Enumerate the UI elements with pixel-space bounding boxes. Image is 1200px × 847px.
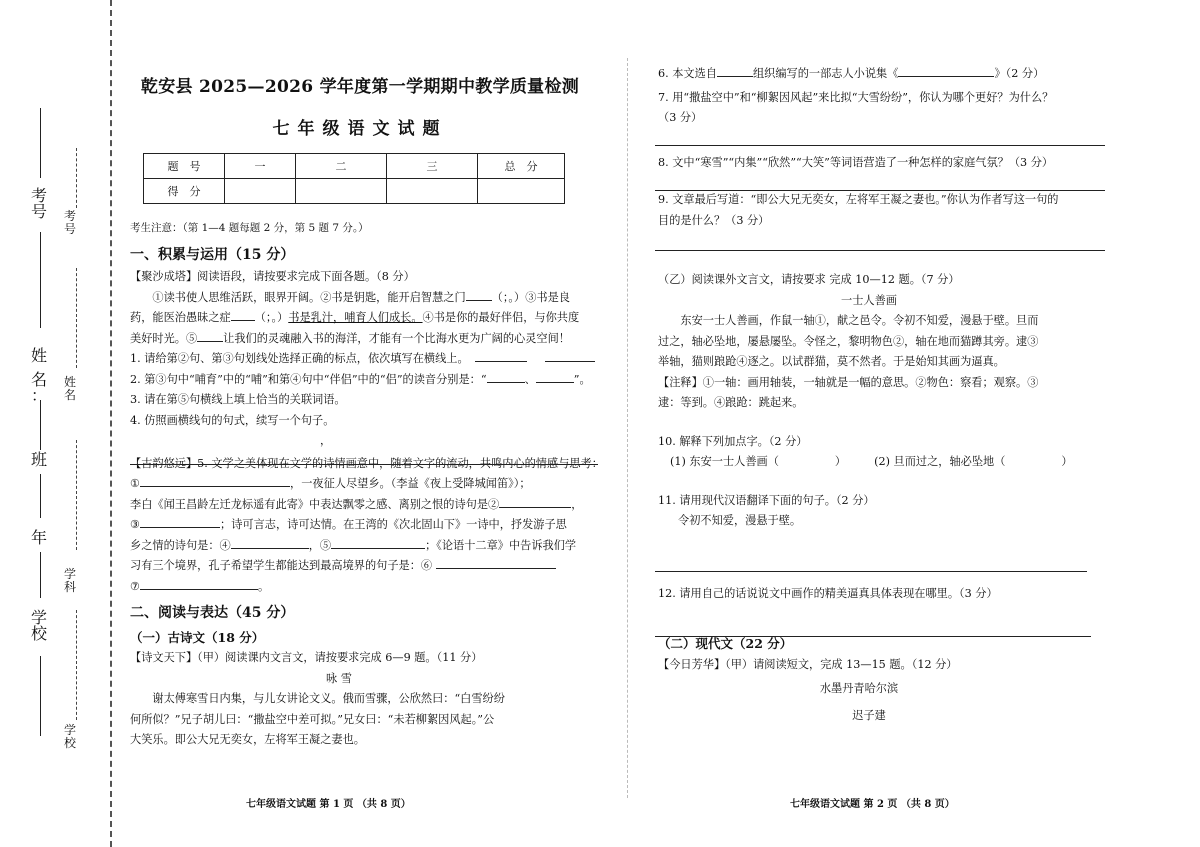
answer-line[interactable] [655, 636, 1091, 637]
class-nian-label: 年 [31, 528, 48, 547]
blank-field[interactable] [499, 495, 571, 508]
poem-title: 咏 雪 [326, 671, 352, 685]
question-9-b: 目的是什么？（3 分） [658, 213, 770, 227]
blank-field[interactable] [536, 370, 574, 383]
name-line-top [40, 232, 41, 328]
question-11: 11. 请用现代汉语翻译下面的句子。（2 分） [658, 493, 875, 507]
exam-subtitle: 七年级语文试题 [272, 119, 448, 139]
binding-dashed-line [110, 0, 112, 847]
question-2: 2. 第③句中“哺育”中的“哺”和第④句中“伴侣”中的“侣”的读音分别是：“ 、 ”。 [130, 370, 608, 391]
part1-heading: 一、积累与运用（15 分） [130, 246, 295, 263]
small-kaohao-line [76, 148, 77, 208]
question-7-score: （3 分） [658, 111, 703, 124]
question-9: 9. 文章最后写道：“即公大兄无奕女，左将军王凝之妻也。”你认为作者写这一句的 [658, 193, 1059, 206]
question-5-line5: 习有三个境界，孔子希望学生都能达到最高境界的句子是：⑥ [130, 556, 608, 577]
left-column [130, 218, 608, 751]
question-5-line6: ⑦ 。 [130, 577, 608, 598]
small-name-line [76, 268, 77, 368]
score-cell: 得 分 [144, 179, 225, 204]
question-6: 6. 本文选自 组织编写的一部志人小说集《 》（2 分） [658, 64, 1120, 85]
blank-field[interactable] [140, 515, 220, 528]
small-school-label: 学 校 [64, 723, 77, 750]
sub2-intro: 【今日芳华】（甲）请阅读短文，完成 13—15 题。（12 分） [658, 657, 958, 671]
score-table-score-row [144, 179, 565, 204]
question-5-line2: 李白《闻王昌龄左迁龙标遥有此寄》中表达飘零之感、离别之恨的诗句是② ， [130, 495, 608, 516]
grade-line [40, 552, 41, 598]
small-subject-line [76, 440, 77, 550]
question-5-line4: 乡之情的诗句是：④ ，⑤ ；《论语十二章》中告诉我们学 [130, 536, 608, 557]
question-8: 8. 文中“寒雪”“内集”“欣然”“大笑”等词语营造了一种怎样的家庭气氛？（3 分） [658, 155, 1054, 169]
score-input-cell[interactable] [478, 179, 565, 204]
blank-field[interactable] [717, 64, 753, 77]
score-cell: 一 [225, 154, 296, 179]
part1-paragraph-line2: 药，能医治愚昧之症 （；。）书是乳汁，哺育人们成长。④书是你的最好伴侣，与你共度 [130, 308, 608, 329]
yi-note-line2: 逮：等到。④踉跄：跳起来。 [658, 396, 804, 409]
notice: 考生注意：（第 1—4 题每题 2 分，第 5 题 7 分。） [130, 222, 369, 234]
blank-field[interactable] [436, 556, 556, 569]
blank-field[interactable] [898, 64, 994, 77]
question-12: 12. 请用自己的话说说文中画作的精美逼真具体表现在哪里。（3 分） [658, 586, 998, 600]
score-table [143, 153, 565, 204]
part2-sub1: （一）古诗文（18 分） [130, 629, 265, 645]
name-label: 姓 名 ： [31, 346, 48, 405]
score-input-cell[interactable] [387, 179, 478, 204]
right-column [658, 64, 1120, 726]
kaohao-line [40, 108, 41, 178]
question-10: 10. 解释下列加点字。（2 分） [658, 434, 808, 448]
part1-paragraph-line1: ①读书使人思维活跃，眼界开阔。②书是钥匙，能开启智慧之门 （；。）③书是良 [130, 288, 608, 309]
small-school-line [76, 610, 77, 720]
question-4-comma: ， [320, 434, 332, 447]
blank-field[interactable] [331, 536, 425, 549]
score-cell: 三 [387, 154, 478, 179]
name-line-bottom [40, 400, 41, 450]
poem-text-line1: 谢太傅寒雪日内集，与儿女讲论文义。俄而雪骤，公欣然曰：“白雪纷纷 [152, 692, 505, 705]
part2-sub2: （二）现代文（22 分） [658, 636, 793, 651]
question-1: 1. 请给第②句、第③句划线处选择正确的标点，依次填写在横线上。 [130, 349, 608, 370]
question-5-line3: ③ ；诗可言志，诗可达情。在王湾的《次北固山下》一诗中，抒发游子思 [130, 515, 608, 536]
school-line [40, 656, 41, 736]
part1-paragraph-line3: 美好时光。⑤ 让我们的灵魂融入书的海洋，才能有一个比海水更为广阔的心灵空间！ [130, 329, 608, 350]
yi-text-line1: 东安一士人善画，作鼠一轴①，献之邑令。令初不知爱，漫悬于壁。旦而 [680, 314, 1039, 327]
kaohao-label: 考 号 [31, 186, 48, 221]
question-7: 7. 用“撒盐空中”和“柳絮因风起”来比拟“大雪纷纷”，你认为哪个更好？为什么？ [658, 90, 1054, 104]
class-ban-label: 班 [31, 450, 48, 469]
modern-author: 迟子建 [852, 708, 886, 722]
answer-line[interactable] [655, 190, 1105, 191]
yi-intro: （乙）阅读课外文言文，请按要求 完成 10—12 题。（7 分） [658, 273, 960, 286]
answer-line[interactable] [655, 250, 1105, 251]
yi-text-line2: 过之，轴必坠地，屡悬屡坠。令怪之，黎明物色②，轴在地而猫蹲其旁。逮③ [658, 334, 1039, 348]
score-table-header-row [144, 154, 565, 179]
score-input-cell[interactable] [296, 179, 387, 204]
blank-field[interactable] [140, 577, 258, 590]
yi-text-line3: 举轴，猫则踉跄④逐之。以试群猫，莫不然者。于是始知其画为逼真。 [658, 355, 1005, 368]
yi-title: 一士人善画 [841, 293, 897, 307]
blank-field[interactable] [545, 349, 595, 362]
poem-text-line2: 何所似？”兄子胡儿曰：“撒盐空中差可拟。”兄女曰：“未若柳絮因风起。”公 [130, 712, 495, 726]
question-5-intro: 【古韵悠远】5. 文学之美体现在文学的诗情画意中，随着文字的流动，共鸣内心的情感与思考： [130, 456, 603, 470]
blank-field[interactable] [140, 474, 290, 487]
answer-line[interactable] [655, 145, 1105, 146]
part2-heading: 二、阅读与表达（45 分） [130, 605, 295, 621]
school-label: 学 校 [31, 608, 48, 643]
question-11-sentence: 令初不知爱，漫悬于壁。 [678, 514, 802, 527]
question-3: 3. 请在第⑤句横线上填上恰当的关联词语。 [130, 393, 346, 406]
blank-field[interactable] [487, 370, 525, 383]
score-cell: 二 [296, 154, 387, 179]
blank-field[interactable] [466, 288, 492, 301]
poem-text-line3: 大笑乐。即公大兄无奕女，左将军王凝之妻也。 [130, 733, 365, 746]
answer-line[interactable] [130, 464, 598, 465]
blank-field[interactable] [231, 536, 309, 549]
small-kaohao-label: 考 号 [64, 209, 77, 236]
page-footer-left: 七年级语文试题 第 1 页 （共 8 页） [246, 799, 411, 810]
exam-title: 乾安县 2025—2026 学年度第一学期期中教学质量检测 [140, 77, 580, 97]
yi-note-line1: 【注释】①一轴：画用轴装，一轴就是一幅的意思。②物色：察看；观察。③ [658, 375, 1039, 389]
blank-field[interactable] [475, 349, 527, 362]
answer-line[interactable] [655, 571, 1087, 572]
class-line [40, 474, 41, 518]
page-divider [627, 58, 628, 798]
small-subject-label: 学 科 [64, 567, 77, 594]
part2-intro: 【诗文天下】（甲）阅读课内文言文，请按要求完成 6—9 题。（11 分） [130, 651, 483, 664]
question-5-line1: ① ，一夜征人尽望乡。（李益《夜上受降城闻笛》）； [130, 474, 608, 495]
underlined-sentence: 书是乳汁，哺育人们成长。 [288, 311, 423, 324]
modern-title: 水墨丹青哈尔滨 [819, 682, 899, 695]
question-4: 4. 仿照画横线句的句式，续写一个句子。 [130, 413, 335, 427]
question-10-items: (1) 东安一士人善画（ ） (2) 旦而过之，轴必坠地（ ） [670, 455, 1073, 468]
score-input-cell[interactable] [225, 179, 296, 204]
blank-field[interactable] [197, 329, 223, 342]
part1-intro: 【聚沙成塔】阅读语段，请按要求完成下面各题。（8 分） [130, 270, 415, 283]
score-cell: 总 分 [478, 154, 565, 179]
score-cell: 题 号 [144, 154, 225, 179]
small-name-label: 姓 名 [64, 375, 77, 402]
page-footer-right: 七年级语文试题 第 2 页 （共 8 页） [790, 799, 955, 810]
blank-field[interactable] [231, 308, 255, 321]
